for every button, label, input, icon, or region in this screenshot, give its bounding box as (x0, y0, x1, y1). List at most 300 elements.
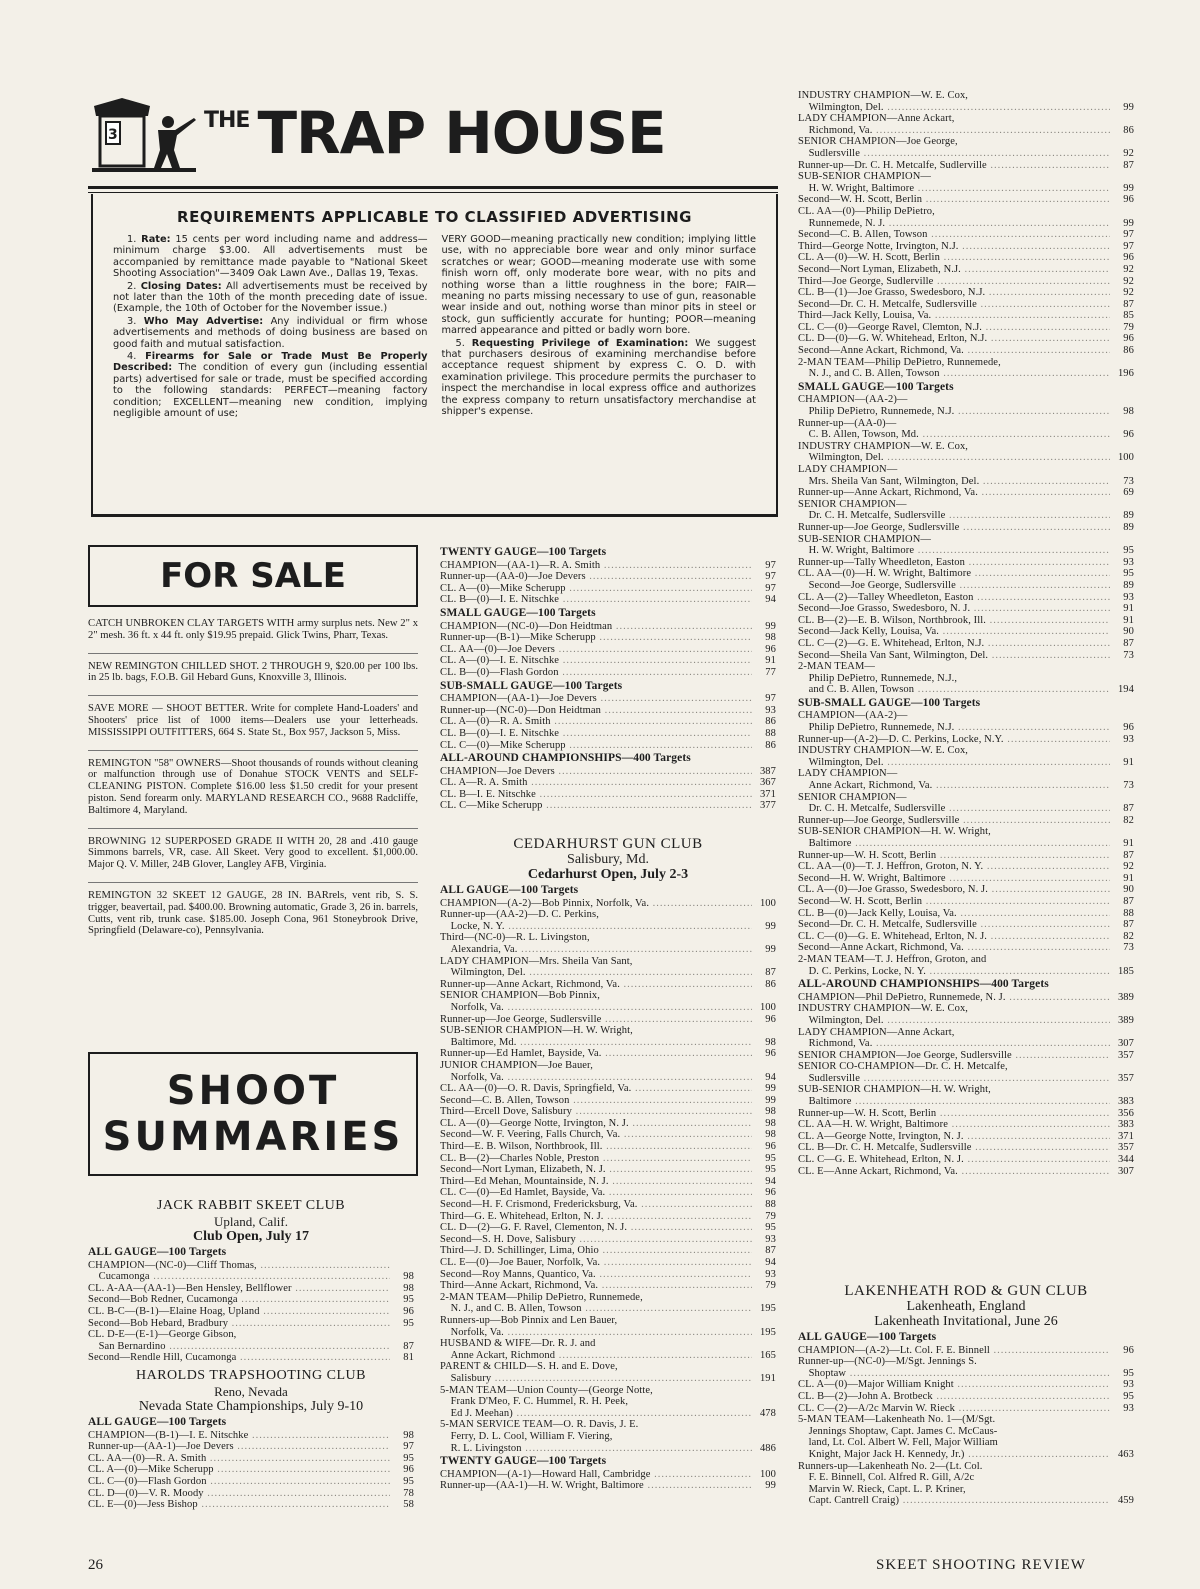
entry-text: Runner-up—Joe George, Sudlersville ..... (440, 1014, 752, 1026)
result-entry (798, 992, 1134, 1004)
entry-text: Third—E. B. Wilson, Northbrook, Ill. ..... (440, 1141, 752, 1153)
entry-score: 96 (765, 643, 776, 655)
entry-text: CL. C—(0)—Mike Scherupp ..... (440, 740, 752, 752)
entry-score: 98 (765, 1129, 776, 1141)
entry-text: LADY CHAMPION— (798, 768, 898, 780)
result-entry (440, 1385, 776, 1397)
result-entry (440, 1199, 776, 1211)
entry-text: Second—Roy Manns, Quantico, Va. ..... (440, 1269, 752, 1281)
result-entry (440, 1153, 776, 1165)
entry-score: 93 (765, 1233, 776, 1245)
entry-score: 94 (765, 1257, 776, 1268)
result-entry (798, 1345, 1134, 1357)
result-entry (440, 967, 776, 979)
entry-score: 58 (403, 1499, 414, 1511)
entry-score: 90 (1123, 884, 1134, 896)
result-entry (440, 1480, 776, 1492)
entry-text: Runner-up—(AA-1)—Joe Devers ..... (88, 1441, 390, 1453)
result-entry (798, 333, 1134, 345)
entry-text: LADY CHAMPION— (798, 464, 898, 475)
entry-text: CHAMPION—(AA-1)—Joe Devers ..... (440, 693, 752, 705)
result-entry (440, 594, 776, 606)
result-entry (440, 921, 776, 933)
entry-score: 97 (403, 1441, 414, 1453)
entry-score: 91 (765, 655, 776, 667)
result-entry (798, 368, 1134, 380)
entry-score: 98 (403, 1429, 414, 1441)
result-entry (798, 1166, 1134, 1178)
entry-text: CHAMPION—(AA-2)— (798, 394, 908, 406)
result-entry (798, 148, 1134, 160)
ad-divider (88, 882, 418, 883)
entry-score: 95 (403, 1317, 414, 1329)
entry-text: Anne Ackart, Richmond, Va. ..... (798, 780, 1110, 792)
result-entry (798, 1379, 1134, 1391)
masthead-rule (88, 186, 778, 189)
entry-score: 86 (1123, 124, 1134, 136)
entry-text: ALL-AROUND CHAMPIONSHIPS—400 Targets (440, 753, 691, 765)
entry-text: INDUSTRY CHAMPION—W. E. Cox, (798, 90, 969, 101)
entry-text: Second—Nort Lyman, Elizabeth, N. J. ..... (440, 1164, 752, 1176)
result-entry (798, 626, 1134, 638)
entry-score: 89 (1123, 579, 1134, 591)
entry-text: ALL-AROUND CHAMPIONSHIPS—400 Targets (798, 979, 1049, 991)
trap-house-shooter-logo (88, 92, 198, 174)
result-entry (440, 909, 776, 921)
requirements-col-2 (442, 234, 757, 421)
result-entry (440, 777, 776, 789)
classified-ad: BROWNING 12 SUPERPOSED GRADE II WITH 20, 28 and .410 gauge Simmons barrels, VR, case. All Skeet. Very good to excellent. $1,000.00. Major Q. V. Miller, 24B Glover, Langley AFB, Virginia. (88, 835, 418, 871)
result-entry (798, 826, 1134, 838)
result-entry (798, 896, 1134, 908)
entry-score: 95 (1123, 545, 1134, 557)
result-entry (798, 1403, 1134, 1415)
result-entry (798, 919, 1134, 931)
entry-score: 94 (765, 594, 776, 606)
entry-score: 86 (765, 716, 776, 728)
result-entry (88, 1430, 414, 1442)
result-entry (88, 1271, 414, 1283)
result-entry (440, 1222, 776, 1234)
entry-text: Runners-up—Lakenheath No. 2—(Lt. Col. (798, 1460, 983, 1472)
entry-text: D. C. Perkins, Locke, N. Y. ..... (798, 966, 1110, 978)
result-entry (798, 287, 1134, 299)
entry-text: H. W. Wright, Baltimore ..... (798, 545, 1110, 557)
club-location: Upland, Calif. (213, 1214, 288, 1229)
entry-text: CL. C—(0)—George Ravel, Clemton, N.J. ..... (798, 322, 1110, 334)
entry-score: 97 (765, 571, 776, 583)
result-entry (798, 310, 1134, 322)
entry-text: Runner-up—(AA-2)—D. C. Perkins, (440, 909, 599, 921)
result-entry (440, 1048, 776, 1060)
entry-text: CL. E—(0)—Joe Bauer, Norfolk, Va. ..... (440, 1257, 752, 1269)
result-entry (440, 1141, 776, 1153)
club-name: HAROLDS TRAPSHOOTING CLUB (135, 1368, 367, 1383)
entry-score: 92 (1123, 861, 1134, 873)
entry-score: 95 (765, 1152, 776, 1164)
result-entry (88, 1453, 414, 1465)
result-entry (440, 621, 776, 633)
entry-text: CHAMPION—(NC-0)—Don Heidtman ..... (440, 621, 752, 633)
result-entry (798, 1131, 1134, 1143)
entry-text: Runner-up—(AA-0)— (798, 417, 897, 429)
entry-score: 73 (1123, 780, 1134, 792)
result-entry (88, 1488, 414, 1500)
entry-score: 86 (1123, 345, 1134, 357)
result-entry (798, 545, 1134, 557)
result-entry (88, 1341, 414, 1353)
result-entry (440, 560, 776, 572)
event-heading (798, 698, 1134, 710)
entry-score: 196 (1117, 368, 1134, 380)
result-entry (440, 740, 776, 752)
entry-text: CL. AA—(0)—R. A. Smith ..... (88, 1453, 390, 1465)
entry-score: 99 (765, 620, 776, 632)
result-entry (798, 580, 1134, 592)
entry-score: 82 (1123, 814, 1134, 826)
entry-text: CL. AA—H. W. Wright, Baltimore ..... (798, 1119, 1110, 1131)
entry-text: CL. C—(0)—Ed Hamlet, Bayside, Va. ..... (440, 1187, 752, 1199)
entry-score: 478 (759, 1407, 776, 1419)
result-entry (798, 102, 1134, 114)
entry-text: Second—Rendle Hill, Cucamonga ..... (88, 1352, 390, 1364)
entry-text: Wilmington, Del. ..... (798, 102, 1110, 114)
result-entry (798, 510, 1134, 522)
club-event: Nevada State Championships, July 9-10 (138, 1399, 364, 1414)
entry-text: CL. A—(0)—Mike Scherupp ..... (440, 583, 752, 595)
entry-score: 93 (1123, 1379, 1134, 1391)
result-entry (440, 1303, 776, 1315)
entry-score: 90 (1123, 626, 1134, 638)
entry-score: 96 (1123, 1344, 1134, 1356)
result-entry (798, 1142, 1134, 1154)
entry-text: CL. E—(0)—Jess Bishop ..... (88, 1499, 390, 1511)
entry-text: CL. B—(2)—John A. Brotbeck ..... (798, 1391, 1110, 1403)
entry-text: CHAMPION—Phil DePietro, Runnemede, N. J. ..... (798, 992, 1110, 1004)
entry-text: Runner-up—W. H. Scott, Berlin ..... (798, 850, 1110, 862)
entry-score: 95 (403, 1294, 414, 1306)
entry-score: 185 (1117, 965, 1134, 977)
entry-score: 81 (403, 1352, 414, 1364)
entry-score: 98 (403, 1282, 414, 1294)
for-sale-heading-box (88, 545, 418, 607)
result-entry (440, 932, 776, 944)
result-entry (440, 1060, 776, 1072)
result-entry (798, 603, 1134, 615)
result-entry (798, 780, 1134, 792)
event-heading (440, 885, 776, 897)
entry-text: Runner-up—Anne Ackart, Richmond, Va. ..... (798, 487, 1110, 499)
entry-text: Runner-up—Dr. C. H. Metcalfe, Sudlerville ..... (798, 160, 1110, 172)
result-entry (798, 1461, 1134, 1473)
entry-text: land, Lt. Col. Albert W. Fell, Major William (798, 1437, 998, 1449)
event-heading (440, 1456, 776, 1468)
entry-text: Baltimore, Md. ..... (440, 1037, 752, 1049)
entry-score: 93 (1123, 591, 1134, 603)
entry-text: Frank D'Meo, F. C. Hummel, R. H. Peek, (440, 1396, 629, 1408)
requirement-condition-grades: VERY GOOD—meaning practically new condition; implying little use, with no appreciable bore wear and only minor surface scratches or wear; GOOD—meaning moderate use with some finish worn off, only moderate bore wear, with no pits and nothing worse than a little roughness in the bore; FAIR—meaning no parts missing necessary to use of gun, reasonable wear inside and out, nothing worse than minor pits in steel or stock, gun sufficiently accurate for hunting; POOR—meaning marred appearance and pitted or badly worn bore. (441, 234, 756, 337)
entry-text: CL. B—(1)—Joe Grasso, Swedesboro, N.J. ..... (798, 287, 1110, 299)
entry-score: 356 (1117, 1107, 1134, 1119)
result-entry (440, 716, 776, 728)
entry-score: 95 (403, 1452, 414, 1464)
result-entry (440, 1257, 776, 1269)
entry-text: CL. B—(0)—Jack Kelly, Louisa, Va. ..... (798, 908, 1110, 920)
entry-text: Runner-up—(A-2)—D. C. Perkins, Locke, N.Y. ..... (798, 734, 1110, 746)
result-entry (798, 357, 1134, 369)
entry-score: 96 (765, 1013, 776, 1025)
entry-text: CL. A—(0)—Joe Grasso, Swedesboro, N. J. ..... (798, 884, 1110, 896)
entry-score: 95 (1123, 1390, 1134, 1402)
entry-score: 100 (759, 1001, 776, 1013)
entry-score: 96 (403, 1464, 414, 1476)
entry-text: INDUSTRY CHAMPION—W. E. Cox, (798, 745, 969, 757)
result-entry (440, 644, 776, 656)
entry-text: Philip DePietro, Runnemede, N.J. ..... (798, 406, 1110, 418)
shoot-summaries-heading-box (88, 1052, 418, 1176)
result-entry (798, 345, 1134, 357)
club-location: Salisbury, Md. (567, 852, 649, 867)
result-entry (798, 1050, 1134, 1062)
result-entry (440, 728, 776, 740)
entry-score: 73 (1123, 649, 1134, 661)
entry-text: Second—Nort Lyman, Elizabeth, N.J. ..... (798, 264, 1110, 276)
result-entry (798, 592, 1134, 604)
entry-text: 5-MAN TEAM—Union County—(George Notte, (440, 1384, 653, 1396)
result-entry (798, 684, 1134, 696)
result-entry (440, 667, 776, 679)
event-heading (440, 608, 776, 620)
result-entry (798, 661, 1134, 673)
entry-score: 367 (759, 777, 776, 789)
result-entry (440, 1443, 776, 1455)
entry-score: 79 (765, 1280, 776, 1292)
result-entry (440, 583, 776, 595)
club-cedarhurst (440, 836, 776, 1492)
entry-score: 96 (1123, 194, 1134, 206)
event-heading (798, 382, 1134, 394)
shoot-summaries-line-2: SUMMARIES (102, 1114, 404, 1160)
result-entry (440, 705, 776, 717)
entry-text: Runner-up—Joe George, Sudlersville ..... (798, 522, 1110, 534)
result-entry (798, 1414, 1134, 1426)
entry-score: 100 (759, 1468, 776, 1480)
entry-score: 73 (1123, 942, 1134, 954)
ad-divider (88, 828, 418, 829)
entry-text: CL. A—(0)—R. A. Smith ..... (440, 716, 752, 728)
entry-text: 2-MAN TEAM—Philip DePietro, Runnemede, (440, 1291, 643, 1303)
result-entry (798, 966, 1134, 978)
entry-text: Locke, N. Y. ..... (440, 921, 752, 933)
result-entry (440, 944, 776, 956)
entry-score: 96 (1123, 333, 1134, 345)
entry-score: 95 (1123, 568, 1134, 580)
entry-text: SUB-SENIOR CHAMPION—H. W. Wright, (798, 1084, 991, 1096)
result-entry (798, 429, 1134, 441)
for-sale-heading: FOR SALE (160, 556, 346, 596)
entry-score: 486 (759, 1442, 776, 1454)
result-entry (798, 113, 1134, 125)
result-entry (88, 1294, 414, 1306)
result-entry (798, 499, 1134, 511)
result-entry (440, 632, 776, 644)
entry-text: Dr. C. H. Metcalfe, Sudlersville ..... (798, 803, 1110, 815)
club-event: Lakenheath Invitational, June 26 (874, 1314, 1058, 1329)
result-entry (440, 1269, 776, 1281)
result-entry (798, 322, 1134, 334)
result-entry (440, 1338, 776, 1350)
entry-text: Second—C. B. Allen, Towson ..... (798, 229, 1110, 241)
entry-text: Second—Anne Ackart, Richmond, Va. ..... (798, 942, 1110, 954)
result-entry (440, 1315, 776, 1327)
entry-text: CL. C—Mike Scherupp ..... (440, 800, 752, 812)
entry-text: 5-MAN SERVICE TEAM—O. R. Davis, J. E. (440, 1419, 639, 1431)
result-entry (798, 1003, 1134, 1015)
entry-text: INDUSTRY CHAMPION—W. E. Cox, (798, 440, 969, 452)
entry-score: 97 (1123, 229, 1134, 241)
entry-text: ALL GAUGE—100 Targets (440, 885, 579, 896)
entry-score: 89 (1123, 510, 1134, 522)
entry-text: 2-MAN TEAM—Philip DePietro, Runnemede, (798, 356, 1001, 368)
entry-text: Third—Ercell Dove, Salisbury ..... (440, 1106, 752, 1118)
entry-score: 97 (1123, 240, 1134, 252)
entry-text: Second—Bob Redner, Cucamonga ..... (88, 1294, 390, 1306)
entry-text: SENIOR CHAMPION—Joe George, (798, 136, 958, 148)
result-entry (440, 1408, 776, 1420)
result-entry (88, 1499, 414, 1511)
entry-text: SUB-SENIOR CHAMPION—H. W. Wright, (440, 1025, 633, 1037)
entry-text: N. J., and C. B. Allen, Towson ..... (440, 1303, 752, 1315)
entry-score: 99 (765, 1083, 776, 1095)
entry-text: Second—H. F. Crismond, Fredericksburg, Va. ..... (440, 1199, 752, 1211)
entry-text: Baltimore ..... (798, 1096, 1110, 1108)
entry-text: CL. A—(0)—I. E. Nitschke ..... (440, 655, 752, 667)
entry-score: 93 (1123, 733, 1134, 745)
entry-text: SUB-SENIOR CHAMPION— (798, 171, 931, 183)
result-entry (798, 206, 1134, 218)
requirements-col-1 (113, 234, 428, 421)
entry-text: Ed J. Meehan) ..... (440, 1408, 752, 1420)
result-entry (798, 252, 1134, 264)
result-entry (440, 990, 776, 1002)
result-entry (798, 1096, 1134, 1108)
result-entry (440, 655, 776, 667)
result-entry (88, 1329, 414, 1341)
entry-text: Third—Joe George, Sudlerville ..... (798, 276, 1110, 288)
entry-text: 2-MAN TEAM—T. J. Heffron, Groton, and (798, 953, 987, 965)
result-entry (440, 1396, 776, 1408)
result-entry (798, 1154, 1134, 1166)
entry-text: INDUSTRY CHAMPION—W. E. Cox, (798, 1003, 969, 1015)
entry-text: Second—W. F. Veering, Falls Church, Va. ..... (440, 1129, 752, 1141)
entry-text: SUB-SMALL GAUGE—100 Targets (798, 697, 981, 709)
entry-score: 97 (765, 559, 776, 571)
results-list (88, 1417, 414, 1511)
entry-text: LADY CHAMPION—Mrs. Sheila Van Sant, (440, 955, 633, 967)
result-entry (798, 1368, 1134, 1380)
result-entry (798, 183, 1134, 195)
entry-text: Runnemede, N. J. ..... (798, 218, 1110, 230)
entry-text: CL. A—(0)—W. H. Scott, Berlin ..... (798, 252, 1110, 264)
entry-score: 307 (1117, 1165, 1134, 1177)
entry-text: SUB-SENIOR CHAMPION—H. W. Wright, (798, 826, 991, 838)
entry-text: Baltimore ..... (798, 838, 1110, 850)
result-entry (440, 1373, 776, 1385)
entry-text: Runner-up—(AA-0)—Joe Devers ..... (440, 571, 752, 583)
entry-score: 383 (1117, 1096, 1134, 1108)
result-entry (88, 1306, 414, 1318)
club-location: Reno, Nevada (214, 1384, 288, 1399)
entry-score: 96 (403, 1305, 414, 1317)
entry-text: Second—Anne Ackart, Richmond, Va. ..... (798, 345, 1110, 357)
result-entry (440, 1187, 776, 1199)
result-entry (88, 1464, 414, 1476)
entry-score: 97 (765, 582, 776, 594)
entry-text: Runner-up—(NC-0)—M/Sgt. Jennings S. (798, 1356, 977, 1368)
result-entry (798, 568, 1134, 580)
entry-score: 383 (1117, 1119, 1134, 1131)
results-list (440, 885, 776, 1492)
entry-score: 195 (759, 1326, 776, 1338)
entry-text: TWENTY GAUGE—100 Targets (440, 1456, 607, 1468)
entry-text: CL. A—George Notte, Irvington, N. J. ..... (798, 1131, 1110, 1143)
results-list (88, 1247, 414, 1364)
entry-score: 78 (403, 1487, 414, 1499)
entry-text: CHAMPION—(A-1)—Howard Hall, Cambridge ..... (440, 1469, 752, 1481)
result-entry (88, 1318, 414, 1330)
result-entry (440, 1118, 776, 1130)
entry-score: 88 (765, 727, 776, 739)
entry-score: 92 (1123, 275, 1134, 287)
entry-text: Third—Jack Kelly, Louisa, Va. ..... (798, 310, 1110, 322)
entry-score: 165 (759, 1349, 776, 1361)
entry-text: ALL GAUGE—100 Targets (88, 1417, 227, 1428)
entry-score: 100 (759, 897, 776, 909)
entry-text: San Bernardino ..... (88, 1341, 390, 1353)
entry-score: 79 (765, 1210, 776, 1222)
entry-text: Wilmington, Del. ..... (798, 1015, 1110, 1027)
entry-text: CL. B—(0)—I. E. Nitschke ..... (440, 594, 752, 606)
result-entry (440, 1129, 776, 1141)
result-entry (798, 476, 1134, 488)
requirement-closing-dates: 2. Closing Dates: All advertisements must be received by not later than the 10th of the month preceding date of issue. (Example, the 10th of October for the November issue.) (113, 280, 428, 315)
entry-score: 87 (1123, 159, 1134, 171)
ad-divider (88, 653, 418, 654)
entry-text: Runners-up—Bob Pinnix and Len Bauer, (440, 1314, 618, 1326)
entry-score: 95 (765, 1164, 776, 1176)
entry-text: SENIOR CHAMPION—Bob Pinnix, (440, 990, 600, 1002)
entry-score: 95 (765, 1222, 776, 1234)
result-entry (798, 1027, 1134, 1039)
entry-text: CL. B—Dr. C. H. Metcalfe, Sudlersville ..... (798, 1142, 1110, 1154)
entry-text: Runner-up—Ed Hamlet, Bayside, Va. ..... (440, 1048, 752, 1060)
result-entry (798, 452, 1134, 464)
entry-score: 195 (759, 1303, 776, 1315)
entry-score: 344 (1117, 1154, 1134, 1166)
result-entry (798, 838, 1134, 850)
entry-text: PARENT & CHILD—S. H. and E. Dove, (440, 1361, 618, 1373)
entry-text: SENIOR CHAMPION— (798, 498, 907, 510)
entry-text: CL. A—(2)—Talley Wheedleton, Easton ..... (798, 592, 1110, 604)
result-entry (440, 979, 776, 991)
result-entry (798, 1495, 1134, 1507)
entry-score: 87 (1123, 637, 1134, 649)
classified-ad: SAVE MORE — SHOOT BETTER. Write for complete Hand-Loaders' and Shooters' price list of 1000 items—Dealers use your letterheads. MISSISSIPPI OUTFITTERS, 664 S. State St., Box 957, Jackson 5, Miss. (88, 703, 418, 738)
entry-score: 387 (759, 765, 776, 777)
requirement-rate: 1. Rate: 15 cents per word including name and address—minimum charge $3.00. All advertisements must be accompanied by remittance made payable to "National Skeet Shooting Association"—3409 Oak Lawn Ave., Dallas 19, Texas. (113, 234, 428, 280)
entry-score: 95 (403, 1475, 414, 1487)
masthead-the: THE (204, 108, 250, 133)
